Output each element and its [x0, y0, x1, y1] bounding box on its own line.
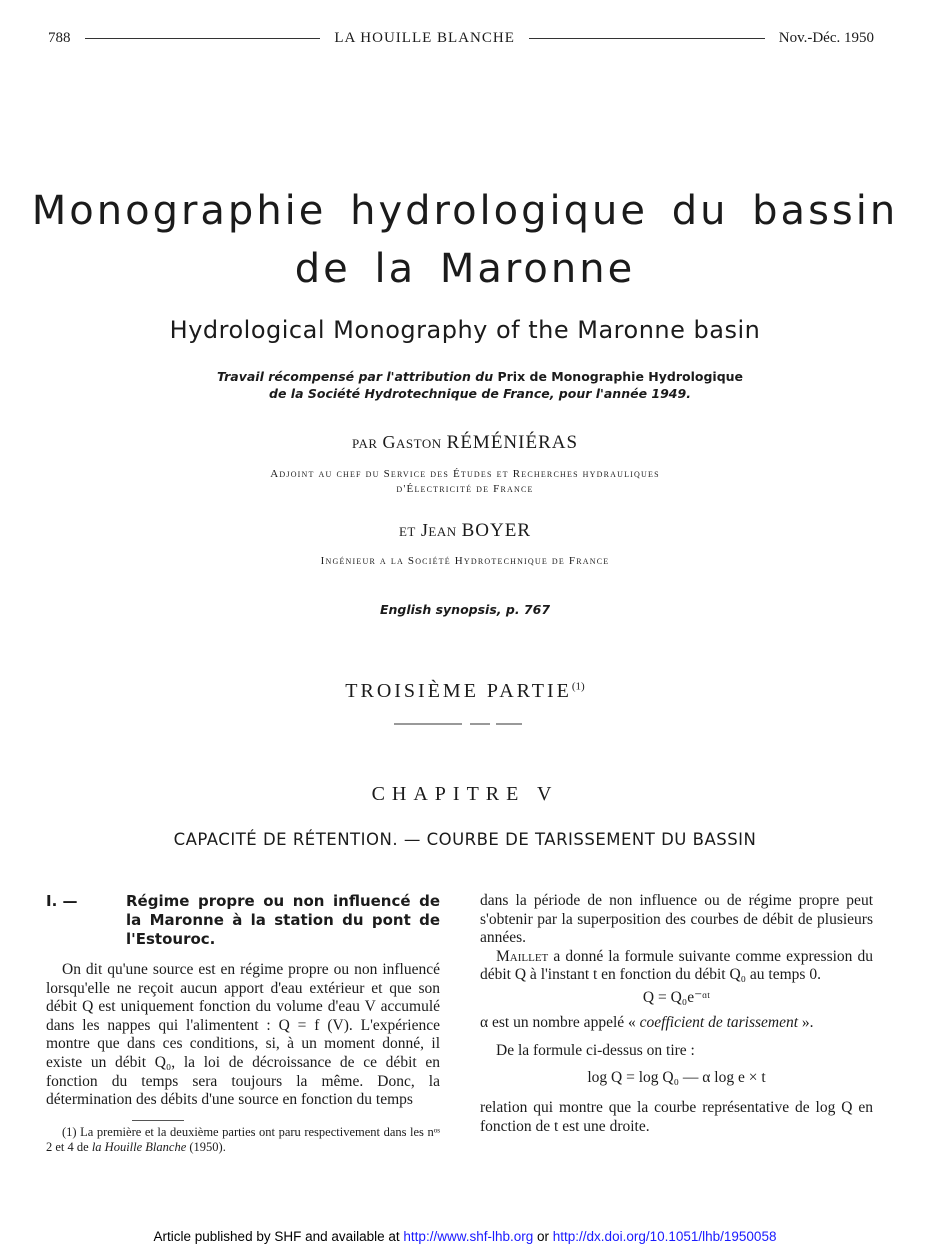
issue-date: Nov.-Déc. 1950: [778, 29, 874, 46]
page-number: 788: [48, 29, 71, 46]
author-2-last-name: BOYER: [461, 520, 532, 541]
footer-link-shf[interactable]: http://www.shf-lhb.org: [403, 1229, 534, 1244]
author-1-last-name: RÉMÉNIÉRAS: [446, 432, 579, 453]
award-prize: Prix de Monographie Hydrologique: [497, 369, 744, 384]
english-synopsis-ref: English synopsis, p. 767: [379, 602, 551, 617]
author-2-prefix: et: [398, 520, 416, 540]
author-1-first-name: Gaston: [382, 432, 442, 452]
footer-link-doi[interactable]: http://dx.doi.org/10.1051/lhb/1950058: [552, 1229, 777, 1244]
author-1-affil-line-2: d'Électricité de France: [396, 483, 534, 495]
author-1-affil-line-1: Adjoint au chef du Service des Études et Recherches hydrauliques: [270, 468, 660, 480]
author-maillet: Maillet: [496, 947, 549, 965]
english-title: Hydrological Monography of the Maronne basin: [169, 316, 761, 344]
author-2-affiliation: [0, 554, 930, 569]
chapter-heading: CHAPITRE V: [371, 783, 559, 805]
footnote: [46, 1125, 440, 1155]
article-title: [0, 182, 930, 298]
right-paragraph-2: [480, 948, 873, 985]
right-paragraph-2-text: a donné la formule suivante comme expression du débit Q à l'instant t en fonction du débit Q₀ au temps 0.: [480, 947, 873, 984]
author-2-first-name: Jean: [420, 520, 457, 540]
formula-maillet: Q = Q₀e⁻ᵅᵗ: [642, 988, 711, 1006]
right-paragraph-3-post: ».: [801, 1013, 814, 1031]
footnote-year: (1950).: [189, 1139, 226, 1154]
decorative-rule: [394, 722, 522, 726]
formula-log: log Q = log Q₀ — α log e × t: [587, 1068, 766, 1086]
part-label: TROISIÈME PARTIE: [345, 680, 572, 702]
footnote-journal: la Houille Blanche: [91, 1139, 187, 1154]
title-line-2: de la Maronne: [294, 246, 636, 292]
author-1-affiliation: [0, 467, 930, 497]
right-paragraph-3: [480, 1014, 873, 1033]
award-note: [120, 368, 840, 402]
part-heading: [0, 680, 930, 703]
footnote-rule: [132, 1120, 184, 1121]
footnote-text: (1) La première et la deuxième parties ont paru respectivement dans les nᵒˢ 2 et 4 de: [46, 1124, 440, 1154]
subsection-heading: [46, 892, 440, 949]
part-footnote-mark: (1): [571, 680, 585, 693]
footer-prefix: Article published by SHF and available at: [153, 1229, 400, 1244]
award-italic: Travail récompensé par l'attribution du: [216, 369, 494, 384]
right-paragraph-5: relation qui montre que la courbe représentative de log Q en fonction de t est une droite.: [480, 1099, 873, 1135]
subsection-title: Régime propre ou non influencé de la Maronne à la station du pont de l'Estouroc.: [126, 892, 440, 948]
award-line-2: de la Société Hydrotechnique de France, pour l'année 1949.: [269, 386, 691, 401]
header-rule-right: [529, 38, 765, 39]
author-2-affil-line-1: Ingénieur a la Société Hydrotechnique de France: [320, 555, 610, 567]
header-rule-left: [85, 38, 321, 39]
section-heading: CAPACITÉ DE RÉTENTION. — COURBE DE TARISSEMENT DU BASSIN: [173, 830, 757, 849]
right-paragraph-1: dans la période de non influence ou de régime propre peut s'obtenir par la superposition des courbes de débit de plusieurs années.: [480, 892, 873, 947]
author-1-prefix: par: [351, 432, 378, 452]
journal-name: LA HOUILLE BLANCHE: [334, 29, 515, 46]
left-column: [46, 892, 440, 1155]
left-paragraph: On dit qu'une source est en régime propre ou non influencé lorsqu'elle ne reçoit aucun apport d'eau extérieur et que son débit Q est uniquement fonction du volume d'eau V accumulé dans les nappes qui l'alimentent : Q = f (V). L'expérience montre que dans ces conditions, si, à un moment donné, il existe un débit Q₀, la loi de décroissance de ce débit en fonction du temps sera toujours la même. Donc, la détermination des débits d'une source en fonction du temps: [46, 961, 440, 1109]
right-paragraph-3-pre: α est un nombre appelé «: [480, 1013, 636, 1031]
publication-footer: [0, 1229, 930, 1244]
right-paragraph-4: De la formule ci-dessus on tire :: [496, 1042, 695, 1060]
author-2: [0, 520, 930, 542]
subsection-number: I. —: [46, 892, 78, 910]
term-coefficient: coefficient de tarissement: [639, 1013, 799, 1031]
title-line-1: Monographie hydrologique du bassin: [31, 188, 899, 234]
author-1: [0, 432, 930, 454]
footer-or: or: [537, 1229, 550, 1244]
right-column: [480, 892, 873, 1137]
running-header: [48, 28, 874, 48]
